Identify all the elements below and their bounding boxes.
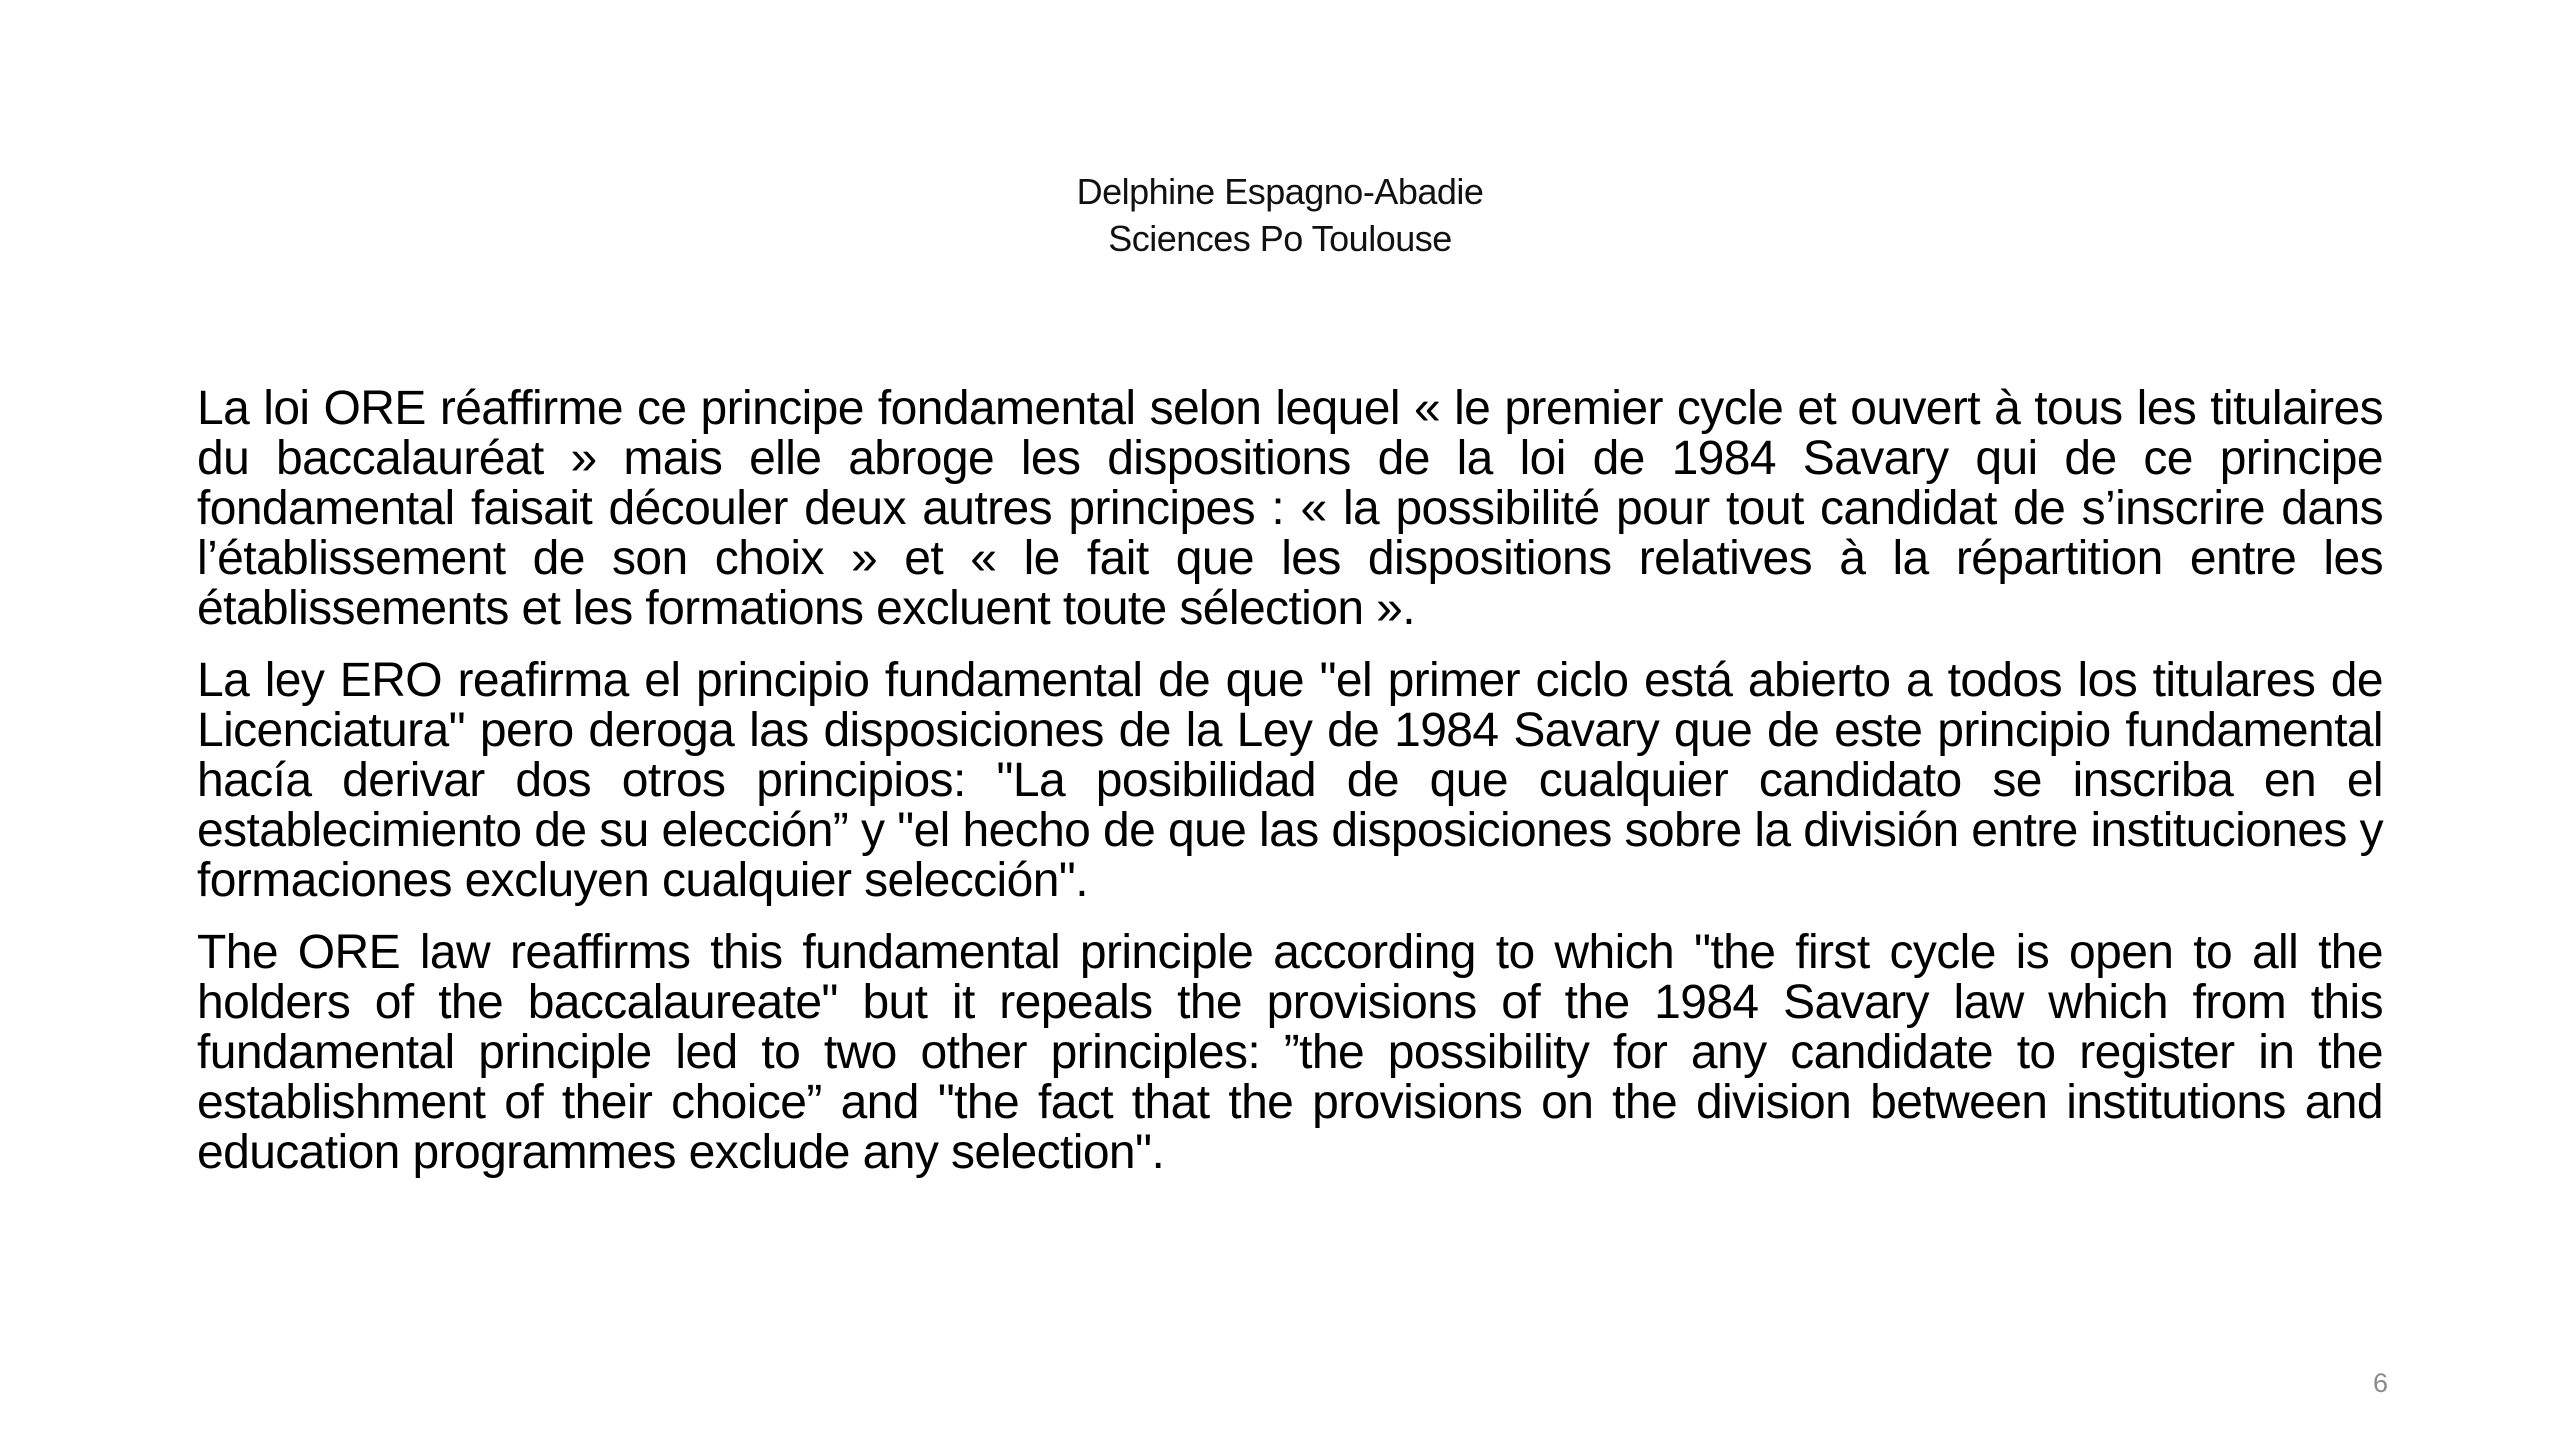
page-number: 6 (2372, 1368, 2388, 1398)
slide-header (0, 168, 2560, 262)
paragraph-spanish: La ley ERO reafirma el principio fundamental de que "el primer ciclo está abierto a todos los titulares de Licenciatura" pero deroga las disposiciones de la Ley de 1984 Savary que de este principio fundamental hacía derivar dos otros principios: "La posibilidad de que cualquier candidato se inscriba en el establecimiento de su elección” y "el hecho de que las disposiciones sobre la división entre instituciones y formaciones excluyen cualquier selección". (197, 654, 2383, 907)
institution-name: Sciences Po Toulouse (1108, 218, 1452, 259)
author-name: Delphine Espagno-Abadie (1076, 171, 1484, 212)
slide-body (197, 384, 2383, 1200)
paragraph-english: The ORE law reaffirms this fundamental principle according to which "the first cycle is open to all the holders of the baccalaureate" but it repeals the provisions of the 1984 Savary law which from this fundamental principle led to two other principles: ”the possibility for any candidate to register in the establishment of their choice” and "the fact that the provisions on the division between institutions and education programmes exclude any selection". (197, 926, 2383, 1179)
paragraph-french: La loi ORE réaffirme ce principe fondamental selon lequel « le premier cycle et ouvert à tous les titulaires du baccalauréat » mais elle abroge les dispositions de la loi de 1984 Savary qui de ce principe fondamental faisait découler deux autres principes : « la possibilité pour tout candidat de s’inscrire dans l’établissement de son choix » et « le fait que les dispositions relatives à la répartition entre les établissements et les formations excluent toute sélection ». (197, 382, 2383, 635)
